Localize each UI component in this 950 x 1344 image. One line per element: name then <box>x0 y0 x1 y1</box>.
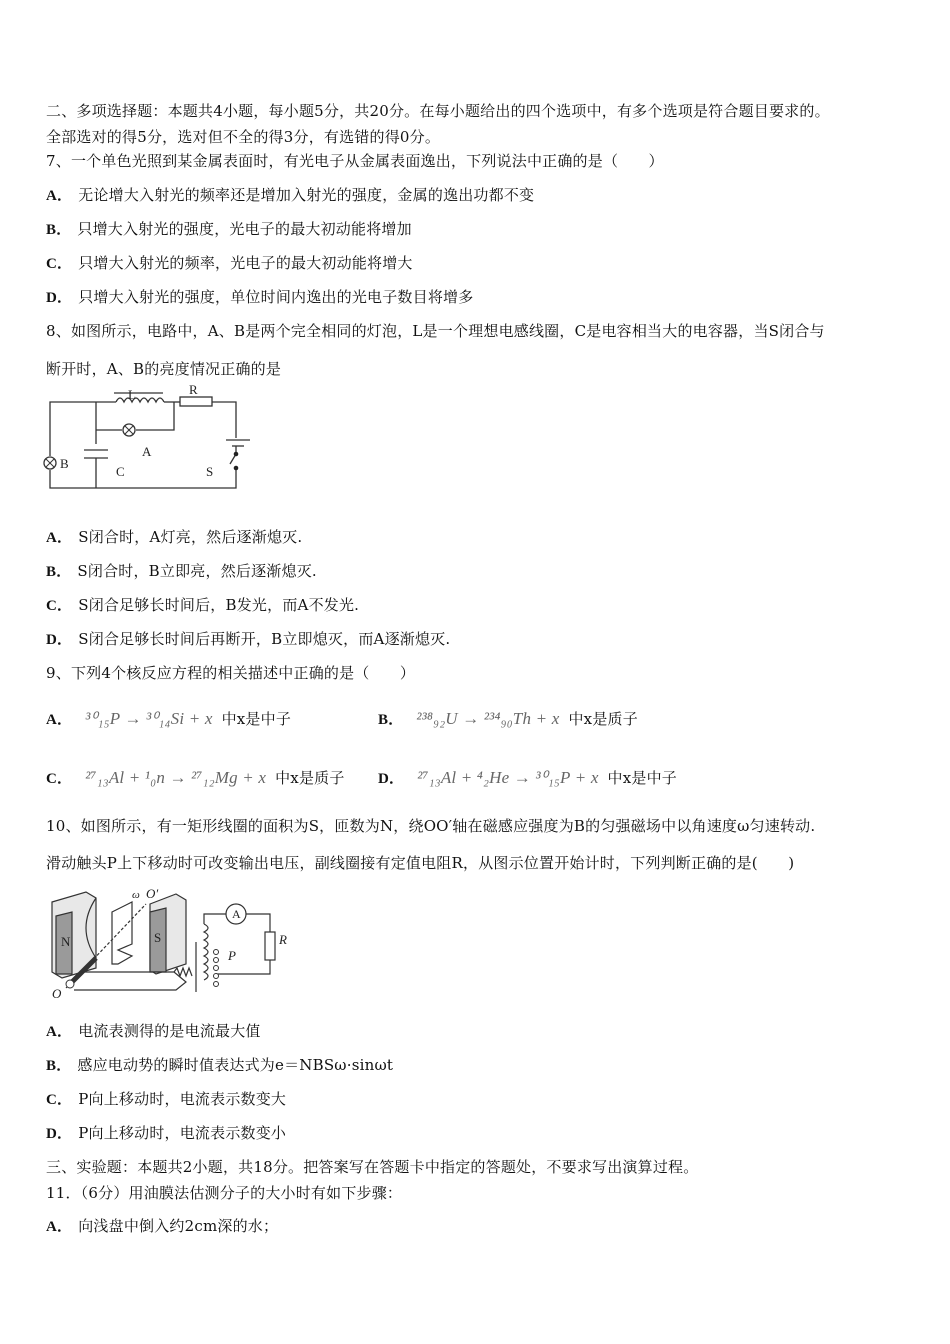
option-desc: 中x是中子 <box>221 710 292 728</box>
option-label: B． <box>378 712 404 728</box>
q8-option-d <box>46 629 450 650</box>
q10-stem-line1: 10、如图所示，有一矩形线圈的面积为S，匝数为N，绕OO′轴在磁感应强度为B的匀强磁场中以角速度ω匀速转动. <box>46 817 816 835</box>
q10-generator-figure <box>46 884 296 1000</box>
option-text: 电流表测得的是电流最大值 <box>78 1022 261 1040</box>
q10-option-d <box>46 1123 286 1144</box>
q9-option-a <box>46 709 291 730</box>
label-O: O <box>52 986 62 1001</box>
circuit-diagram-icon <box>46 382 256 490</box>
option-label: B． <box>46 222 72 238</box>
q11-option-a <box>46 1216 278 1237</box>
q10-option-c <box>46 1089 286 1110</box>
option-label: A． <box>46 188 73 204</box>
q7-option-c <box>46 253 413 274</box>
option-desc: 中x是中子 <box>607 769 678 787</box>
option-text: 只增大入射光的强度，单位时间内逸出的光电子数目将增多 <box>78 288 474 306</box>
option-text: 无论增大入射光的频率还是增加入射光的强度，金属的逸出功都不变 <box>78 186 535 204</box>
q9-option-c <box>46 768 345 789</box>
q10-stem-line2: 滑动触头P上下移动时可改变输出电压，副线圈接有定值电阻R，从图示位置开始计时，下列判断正确的是( ) <box>46 854 795 872</box>
q11-stem: 11．（6分）用油膜法估测分子的大小时有如下步骤： <box>46 1184 403 1202</box>
nuclear-equation: ²⁷₁₃Al + ⁴₂He → ³⁰₁₅P + x <box>417 768 599 787</box>
label-N: N <box>61 934 71 949</box>
q7-option-a <box>46 185 534 206</box>
option-text: S闭合足够长时间后，B发光，而A不发光. <box>78 596 360 614</box>
option-label: D． <box>46 632 73 648</box>
section2-header-line2: 全部选对的得5分，选对但不全的得3分，有选错的得0分。 <box>46 128 441 146</box>
label-C: C <box>116 464 125 479</box>
option-label: D． <box>378 771 405 787</box>
option-label: C． <box>46 256 73 272</box>
label-R: R <box>279 932 287 947</box>
option-label: A． <box>46 1024 73 1040</box>
option-text: S闭合时，B立即亮，然后逐渐熄灭. <box>77 562 317 580</box>
option-text: S闭合足够长时间后再断开，B立即熄灭，而A逐渐熄灭. <box>78 630 451 648</box>
option-label: A． <box>46 530 73 546</box>
q9-option-d <box>378 768 677 789</box>
option-label: B． <box>46 1058 72 1074</box>
q7-stem: 7、一个单色光照到某金属表面时，有光电子从金属表面逸出，下列说法中正确的是（ ） <box>46 152 664 170</box>
q8-option-b <box>46 561 317 582</box>
q10-option-a <box>46 1021 261 1042</box>
q9-stem: 9、下列4个核反应方程的相关描述中正确的是（ ） <box>46 664 416 682</box>
nuclear-equation: ³⁰₁₅P → ³⁰₁₄Si + x <box>85 709 213 728</box>
q10-option-b <box>46 1055 393 1076</box>
q7-option-b <box>46 219 412 240</box>
q8-option-c <box>46 595 359 616</box>
label-P: P <box>228 948 236 963</box>
option-label: B． <box>46 564 72 580</box>
option-text: P向上移动时，电流表示数变小 <box>78 1124 287 1142</box>
nuclear-equation: ²³⁸₉₂U → ²³⁴₉₀Th + x <box>416 709 560 728</box>
option-text: 感应电动势的瞬时值表达式为e＝NBSω·sinωt <box>77 1056 394 1074</box>
option-label: A． <box>46 1219 73 1235</box>
label-omega: ω <box>132 889 140 901</box>
generator-transformer-diagram-icon <box>46 884 296 1000</box>
option-text: 只增大入射光的频率，光电子的最大初动能将增大 <box>78 254 413 272</box>
section2-header-line1: 二、多项选择题：本题共4小题，每小题5分，共20分。在每小题给出的四个选项中，有多个选项是符合题目要求的。 <box>46 102 830 120</box>
label-L: L <box>128 387 136 402</box>
q9-option-b <box>378 709 638 730</box>
label-O-prime: O′ <box>146 886 159 901</box>
option-label: C． <box>46 771 73 787</box>
option-text: 只增大入射光的强度，光电子的最大初动能将增加 <box>77 220 412 238</box>
q8-stem-line2: 断开时，A、B的亮度情况正确的是 <box>46 360 282 378</box>
option-text: S闭合时，A灯亮，然后逐渐熄灭. <box>78 528 303 546</box>
label-R: R <box>189 382 198 397</box>
option-label: A． <box>46 712 73 728</box>
q8-option-a <box>46 527 302 548</box>
q7-option-d <box>46 287 473 308</box>
option-label: C． <box>46 1092 73 1108</box>
option-label: D． <box>46 290 73 306</box>
section3-header: 三、实验题：本题共2小题，共18分。把答案写在答题卡中指定的答题处，不要求写出演算过程。 <box>46 1158 699 1176</box>
label-A: A <box>232 907 241 921</box>
option-desc: 中x是质子 <box>275 769 345 787</box>
option-text: P向上移动时，电流表示数变大 <box>78 1090 287 1108</box>
option-desc: 中x是质子 <box>568 710 638 728</box>
label-A: A <box>142 444 152 459</box>
option-text: 向浅盘中倒入约2cm深的水； <box>78 1217 279 1235</box>
label-S: S <box>206 464 214 479</box>
nuclear-equation: ²⁷₁₃Al + ¹₀n → ²⁷₁₂Mg + x <box>85 768 267 787</box>
label-S: S <box>154 930 162 945</box>
label-B: B <box>60 456 69 471</box>
q8-stem-line1: 8、如图所示，电路中，A、B是两个完全相同的灯泡，L是一个理想电感线圈，C是电容相当大的电容器，当S闭合与 <box>46 322 825 340</box>
option-label: C． <box>46 598 73 614</box>
option-label: D． <box>46 1126 73 1142</box>
q8-circuit-figure <box>46 382 256 490</box>
